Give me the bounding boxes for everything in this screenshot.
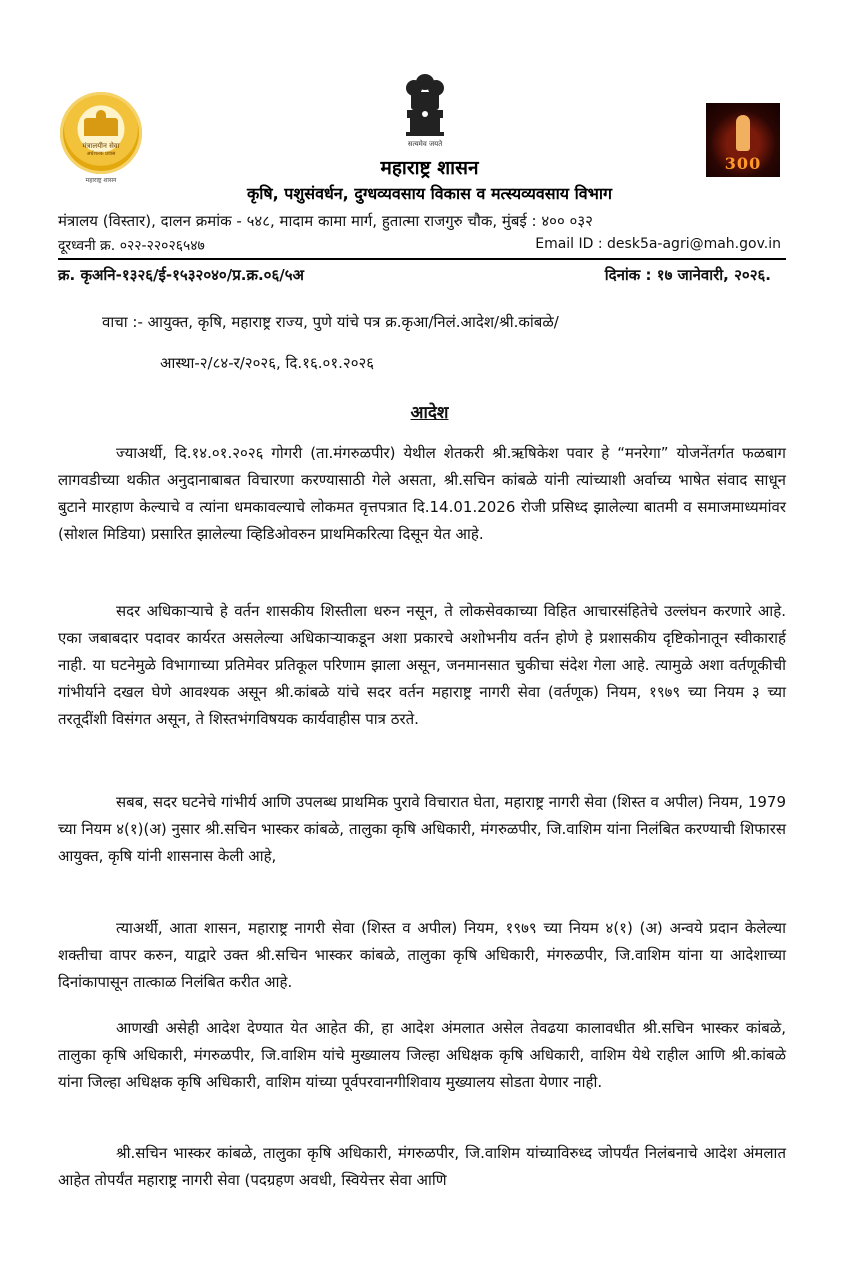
department-name: कृषि, पशुसंवर्धन, दुग्धव्यवसाय विकास व मत्स्यव्यवसाय विभाग	[246, 184, 613, 203]
order-heading: आदेश	[410, 403, 449, 423]
paragraph-3: सबब, सदर घटनेचे गांभीर्य आणि उपलब्ध प्राथमिक पुरावे विचारात घेता, महाराष्ट्र नागरी सेवा (शिस्त व अपील) नियम, 1979 च्या नियम ४(१)(अ) नुसार श्री.सचिन भास्कर कांबळे, तालुका कृषि अधिकारी, मंगरुळपीर, जि.वाशिम यांना निलंबित करण्याची शिफारस आयुक्त, कृषि यांनी शासनास केली आहे,	[58, 793, 786, 865]
phone-number: दूरध्वनी क्र. ०२२-२२०२६५४७	[58, 238, 205, 254]
left-logo-title: मंत्रालयीन सेवा	[82, 142, 120, 150]
read-reference-line-1: वाचा :- आयुक्त, कृषि, महाराष्ट्र राज्य, पुणे यांचे पत्र क्र.कृआ/निलं.आदेश/श्री.कांबळे/	[102, 313, 559, 331]
paragraph-6: श्री.सचिन भास्कर कांबळे, तालुका कृषि अधिकारी, मंगरुळपीर, जि.वाशिम यांच्याविरुध्द जोपर्यंत निलंबनाचे आदेश अंमलात आहेत तोपर्यंत महाराष्ट्र नागरी सेवा (पदग्रहण अवधी, स्वियेत्तर सेवा आणि	[58, 1144, 786, 1189]
paragraph-2: सदर अधिकाऱ्याचे हे वर्तन शासकीय शिस्तीला धरुन नसून, ते लोकसेवकाच्या विहित आचारसंहितेचे उल्लंघन करणारे आहे. एका जबाबदार पदावर कार्यरत असलेल्या अधिकाऱ्याकडून अशा प्रकारचे अशोभनीय वर्तन होणे हे प्रशासकीय दृष्टिकोनातून स्वीकारार्ह नाही. या घटनेमुळे विभागाच्या प्रतिमेवर प्रतिकूल परिणाम झाला असून, जनमानसात चुकीचा संदेश गेला आहे. त्यामुळे अशा वर्तणूकीची गांभीर्याने दखल घेणे आवश्यक असून श्री.कांबळे यांचे सदर वर्तन महाराष्ट्र नागरी सेवा (वर्तणूक) नियम, १९७९ च्या नियम ३ च्या तरतूदींशी विसंगत असून, ते शिस्तभंगविषयक कार्यवाहीस पात्र ठरते.	[58, 602, 786, 728]
email-address: Email ID : desk5a-agri@mah.gov.in	[535, 236, 781, 252]
left-logo-subtitle: अर्धशतक प्रवास	[86, 151, 116, 157]
paragraph-5: आणखी असेही आदेश देण्यात येत आहेत की, हा आदेश अंमलात असेल तेवढया कालावधीत श्री.सचिन भास्कर कांबळे, तालुका कृषि अधिकारी, मंगरुळपीर, जि.वाशिम यांचे मुख्यालय जिल्हा अधिक्षक कृषि अधिकारी, वाशिम येथे राहील आणि श्री.कांबळे यांना जिल्हा अधिक्षक कृषि अधिकारी, वाशिम यांच्या पूर्वपरवानगीशिवाय मुख्यालय सोडता येणार नाही.	[58, 1019, 786, 1091]
reference-date: दिनांक : १७ जानेवारी, २०२६.	[604, 266, 771, 284]
emblem-motto: सत्यमेव जयते	[407, 140, 443, 148]
office-address: मंत्रालय (विस्तार), दालन क्रमांक - ५४८, मादाम कामा मार्ग, हुतात्मा राजगुरु चौक, मुंबई : ४०० ०३२	[58, 212, 593, 230]
government-title: महाराष्ट्र शासन	[380, 157, 479, 179]
header-divider	[58, 258, 786, 260]
read-reference-line-2: आस्था-२/८४-र/२०२६, दि.१६.०१.२०२६	[160, 354, 375, 372]
anniversary-number: 300	[724, 154, 762, 173]
reference-number: क्र. कृअनि-१३२६/ई-१५३२०४०/प्र.क्र.०६/५अ	[58, 266, 304, 284]
paragraph-1: ज्याअर्थी, दि.१४.०१.२०२६ गोगरी (ता.मंगरुळपीर) येथील शेतकरी श्री.ऋषिकेश पवार हे “मनरेगा” योजनेंतर्गत फळबाग लागवडीच्या थकीत अनुदानाबाबत विचारणा करण्यासाठी गेले असता, श्री.सचिन कांबळे यांनी त्यांच्याशी अर्वाच्य भाषेत संवाद साधून बुटाने मारहाण केल्याचे व त्यांना धमकावल्याचे लोकमत वृत्तपत्रात दि.14.01.2026 रोजी प्रसिध्द झालेल्या बातमी व समाजमाध्यमांवर (सोशल मिडिया) प्रसारित झालेल्या व्हिडिओवरुन प्राथमिकरित्या दिसून येत आहे.	[58, 444, 786, 543]
paragraph-4: त्याअर्थी, आता शासन, महाराष्ट्र नागरी सेवा (शिस्त व अपील) नियम, १९७९ च्या नियम ४(१) (अ) अन्वये प्रदान केलेल्या शक्तीचा वापर करुन, याद्वारे उक्त श्री.सचिन भास्कर कांबळे, तालुका कृषि अधिकारी, मंगरुळपीर, जि.वाशिम यांना या आदेशाच्या दिनांकापासून तात्काळ निलंबित करीत आहे.	[58, 919, 786, 991]
mantralaya-building-icon	[84, 118, 118, 136]
left-logo-caption: महाराष्ट्र शासन	[85, 177, 117, 184]
ashoka-emblem-icon	[402, 72, 448, 142]
statue-figure-icon	[736, 115, 750, 151]
